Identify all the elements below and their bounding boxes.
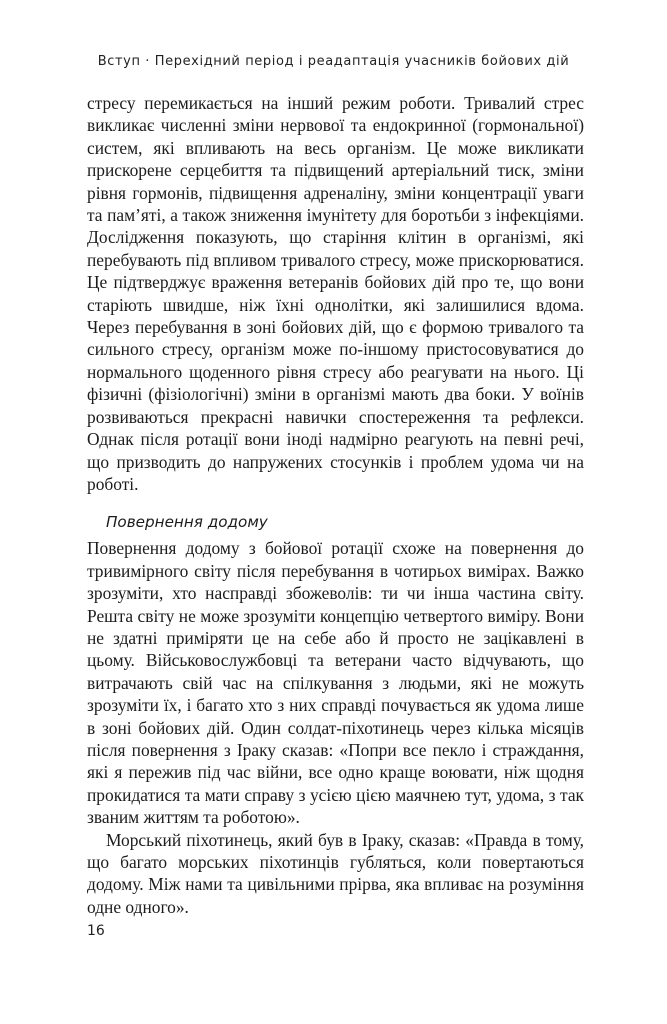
page-body: [87, 92, 584, 918]
paragraph-marine-quote: Морський піхотинець, який був в Іраку, сказав: «Правда в тому, що багато морських піхотинців губляться, коли повертаються додому. Між нами та цивільними прірва, яка впливає на розуміння одне одного».: [87, 829, 584, 917]
paragraph-homecoming: Повернення додому з бойової ротації схоже на повернення до тривимірного світу після перебування в чотирьох вимірах. Важко зрозуміти, хто насправді збожеволів: ти чи інша частина світу. Решта світу не може зрозуміти концепцію четвертого виміру. Вони не здатні приміряти це на себе або й просто не зацікавлені в цьому. Військовослужбовці та ветерани часто відчувають, що витрачають свій час на спілкування з людьми, які не можуть зрозуміти їх, і багато хто з них справді почувається як удома лише в зоні бойових дій. Один солдат-піхотинець через кілька місяців після повернення з Іраку сказав: «Попри все пекло і страждання, які я пережив під час війни, все одно краще воювати, ніж щодня прокидатися та мати справу з усією цією маячнею тут, удома, з так званим життям та роботою».: [87, 538, 584, 828]
section-heading: Повернення додому: [106, 513, 268, 532]
page-number: 16: [87, 923, 105, 939]
paragraph-stress: стресу перемикається на інший режим роботи. Тривалий стрес викликає численні зміни нервової та ендокринної (гормональної) систем, які впливають на весь організм. Це може викликати прискорене серцебиття та підвищений артеріальний тиск, зміни рівня гормонів, підвищення адреналіну, зміни концентрації уваги та пам’яті, а також зниження імунітету для боротьби з інфекціями. Дослідження показують, що старіння клітин в організмі, які перебувають під впливом тривалого стресу, може прискорюватися. Це підтверджує враження ветеранів бойових дій про те, що вони старіють швидше, ніж їхні однолітки, які залишилися вдома. Через перебування в зоні бойових дій, що є формою тривалого та сильного стресу, організм може по-іншому пристосовуватися до нормального щоденного рівня стресу або реагувати на нього. Ці фізичні (фізіологічні) зміни в організмі мають два боки. У воїнів розвиваються прекрасні навички спостереження та рефлекси. Однак після ротації вони іноді надмірно реагують на певні речі, що призводить до напружених стосунків і проблем удома чи на роботі.: [87, 93, 584, 494]
running-header: Вступ · Перехідний період і реадаптація учасників бойових дій: [97, 54, 570, 69]
